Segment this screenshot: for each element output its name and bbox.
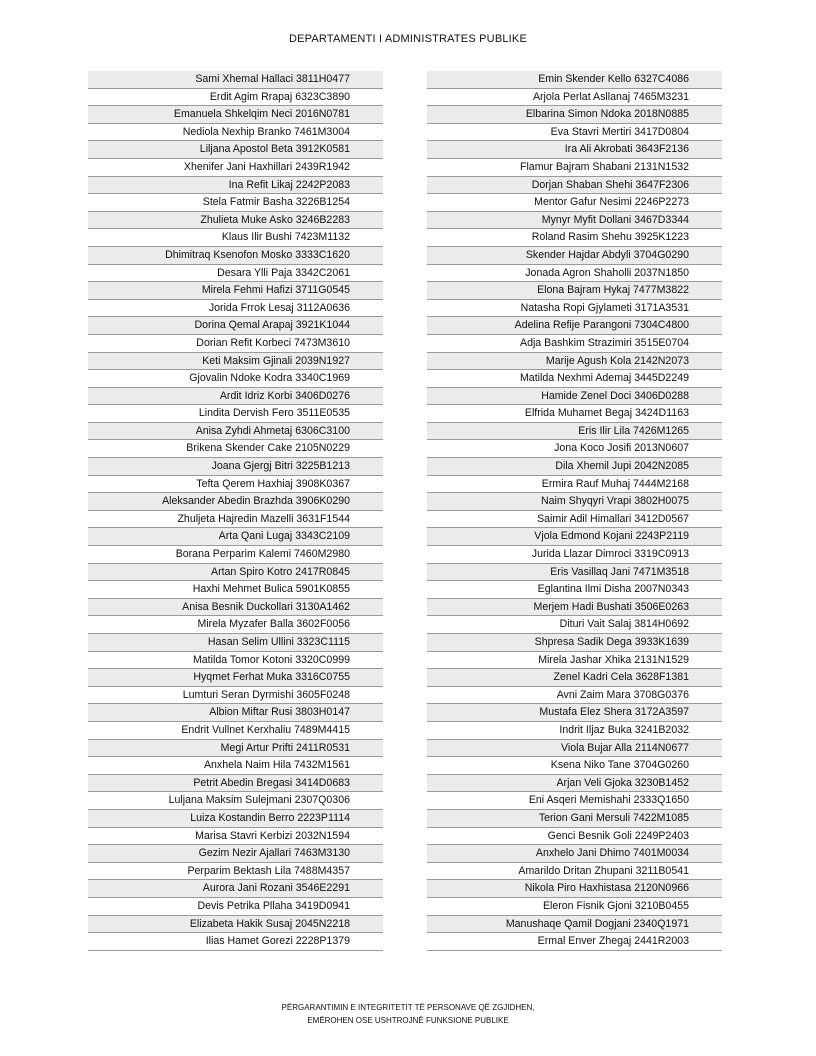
list-item: Ksena Niko Tane 3704G0260 [427,757,722,775]
left-name-list [88,71,383,951]
list-item: Jorida Frrok Lesaj 3112A0636 [88,300,383,318]
list-item: Ermira Rauf Muhaj 7444M2168 [427,476,722,494]
list-item: Dituri Vait Salaj 3814H0692 [427,616,722,634]
list-item: Shpresa Sadik Dega 3933K1639 [427,634,722,652]
list-item: Lumturi Seran Dyrmishi 3605F0248 [88,687,383,705]
list-item: Zhulieta Muke Asko 3246B2283 [88,212,383,230]
list-item: Avni Zaim Mara 3708G0376 [427,687,722,705]
list-item: Jurida Llazar Dimroci 3319C0913 [427,546,722,564]
list-item: Jona Koco Josifi 2013N0607 [427,440,722,458]
list-item: Indrit Iljaz Buka 3241B2032 [427,722,722,740]
list-item: Adja Bashkim Strazimiri 3515E0704 [427,335,722,353]
list-item: Anxhelo Jani Dhimo 7401M0034 [427,845,722,863]
list-item: Elizabeta Hakik Susaj 2045N2218 [88,916,383,934]
list-item: Naim Shyqyri Vrapi 3802H0075 [427,493,722,511]
list-item: Amarildo Dritan Zhupani 3211B0541 [427,863,722,881]
list-item: Xhenifer Jani Haxhillari 2439R1942 [88,159,383,177]
list-item: Mustafa Elez Shera 3172A3597 [427,704,722,722]
list-item: Ardit Idriz Korbi 3406D0276 [88,388,383,406]
list-item: Anisa Zyhdi Ahmetaj 6306C3100 [88,423,383,441]
list-item: Haxhi Mehmet Bulica 5901K0855 [88,581,383,599]
list-item: Saimir Adil Himallari 3412D0567 [427,511,722,529]
list-item: Emin Skender Kello 6327C4086 [427,71,722,89]
list-item: Zenel Kadri Cela 3628F1381 [427,669,722,687]
list-item: Joana Gjergj Bitri 3225B1213 [88,458,383,476]
list-item: Natasha Ropi Gjylameti 3171A3531 [427,300,722,318]
list-item: Arjola Perlat Asllanaj 7465M3231 [427,89,722,107]
list-item: Mirela Jashar Xhika 2131N1529 [427,652,722,670]
list-item: Luiza Kostandin Berro 2223P1114 [88,810,383,828]
list-item: Gjovalin Ndoke Kodra 3340C1969 [88,370,383,388]
list-item: Megi Artur Prifti 2411R0531 [88,740,383,758]
list-item: Ina Refit Likaj 2242P2083 [88,177,383,195]
list-item: Dorjan Shaban Shehi 3647F2306 [427,177,722,195]
list-item: Ilias Hamet Gorezi 2228P1379 [88,933,383,951]
list-item: Hasan Selim Ullini 3323C1115 [88,634,383,652]
list-item: Emanuela Shkelqim Neci 2016N0781 [88,106,383,124]
list-item: Luljana Maksim Sulejmani 2307Q0306 [88,792,383,810]
list-item: Ira Ali Akrobati 3643F2136 [427,141,722,159]
list-item: Dhimitraq Ksenofon Mosko 3333C1620 [88,247,383,265]
list-item: Perparim Bektash Lila 7488M4357 [88,863,383,881]
list-item: Elona Bajram Hykaj 7477M3822 [427,282,722,300]
list-item: Jonada Agron Shaholli 2037N1850 [427,265,722,283]
list-item: Roland Rasim Shehu 3925K1223 [427,229,722,247]
list-item: Elbarina Simon Ndoka 2018N0885 [427,106,722,124]
list-item: Aurora Jani Rozani 3546E2291 [88,880,383,898]
list-item: Lindita Dervish Fero 3511E0535 [88,405,383,423]
list-item: Gezim Nezir Ajallari 7463M3130 [88,845,383,863]
footer [0,1001,816,1027]
list-item: Hyqmet Ferhat Muka 3316C0755 [88,669,383,687]
list-item: Brikena Skender Cake 2105N0229 [88,440,383,458]
list-item: Aleksander Abedin Brazhda 3906K0290 [88,493,383,511]
list-item: Zhuljeta Hajredin Mazelli 3631F1544 [88,511,383,529]
list-item: Anisa Besnik Duckollari 3130A1462 [88,599,383,617]
list-item: Terion Gani Mersuli 7422M1085 [427,810,722,828]
list-item: Albion Miftar Rusi 3803H0147 [88,704,383,722]
list-item: Keti Maksim Gjinali 2039N1927 [88,353,383,371]
list-item: Eva Stavri Mertiri 3417D0804 [427,124,722,142]
footer-line-2: EMËROHEN OSE USHTROJNË FUNKSIONE PUBLIKE [307,1016,509,1025]
list-item: Liljana Apostol Beta 3912K0581 [88,141,383,159]
list-item: Mynyr Myfit Dollani 3467D3344 [427,212,722,230]
list-item: Eleron Fisnik Gjoni 3210B0455 [427,898,722,916]
list-item: Artan Spiro Kotro 2417R0845 [88,564,383,582]
list-item: Viola Bujar Alla 2114N0677 [427,740,722,758]
list-item: Mirela Fehmi Hafizi 3711G0545 [88,282,383,300]
list-item: Genci Besnik Goli 2249P2403 [427,828,722,846]
right-name-list [427,71,722,951]
list-item: Nikola Piro Haxhistasa 2120N0966 [427,880,722,898]
list-item: Eni Asqeri Memishahi 2333Q1650 [427,792,722,810]
list-item: Hamide Zenel Doci 3406D0288 [427,388,722,406]
list-item: Merjem Hadi Bushati 3506E0263 [427,599,722,617]
list-item: Matilda Tomor Kotoni 3320C0999 [88,652,383,670]
list-item: Tefta Qerem Haxhiaj 3908K0367 [88,476,383,494]
list-item: Klaus Ilir Bushi 7423M1132 [88,229,383,247]
list-item: Matilda Nexhmi Ademaj 3445D2249 [427,370,722,388]
list-item: Arta Qani Lugaj 3343C2109 [88,528,383,546]
list-item: Nediola Nexhip Branko 7461M3004 [88,124,383,142]
list-item: Ermal Enver Zhegaj 2441R2003 [427,933,722,951]
list-item: Mentor Gafur Nesimi 2246P2273 [427,194,722,212]
list-item: Erdit Agim Rrapaj 6323C3890 [88,89,383,107]
list-item: Desara Ylli Paja 3342C2061 [88,265,383,283]
list-item: Anxhela Naim Hila 7432M1561 [88,757,383,775]
list-item: Marije Agush Kola 2142N2073 [427,353,722,371]
list-item: Vjola Edmond Kojani 2243P2119 [427,528,722,546]
list-item: Elfrida Muhamet Begaj 3424D1163 [427,405,722,423]
list-item: Manushaqe Qamil Dogjani 2340Q1971 [427,916,722,934]
list-item: Skender Hajdar Abdyli 3704G0290 [427,247,722,265]
list-item: Eglantina Ilmi Disha 2007N0343 [427,581,722,599]
list-item: Devis Petrika Pllaha 3419D0941 [88,898,383,916]
list-item: Petrit Abedin Bregasi 3414D0683 [88,775,383,793]
list-item: Mirela Myzafer Balla 3602F0056 [88,616,383,634]
list-item: Adelina Refije Parangoni 7304C4800 [427,317,722,335]
footer-line-1: PËRGARANTIMIN E INTEGRITETIT TË PERSONAVE QË ZGJIDHEN, [281,1003,535,1012]
list-item: Dila Xhemil Jupi 2042N2085 [427,458,722,476]
list-item: Arjan Veli Gjoka 3230B1452 [427,775,722,793]
list-item: Dorian Refit Korbeci 7473M3610 [88,335,383,353]
list-item: Dorina Qemal Arapaj 3921K1044 [88,317,383,335]
list-item: Borana Perparim Kalemi 7460M2980 [88,546,383,564]
list-item: Endrit Vullnet Kerxhaliu 7489M4415 [88,722,383,740]
list-item: Marisa Stavri Kerbizi 2032N1594 [88,828,383,846]
page-title: DEPARTAMENTI I ADMINISTRATES PUBLIKE [288,33,528,45]
list-item: Eris Ilir Lila 7426M1265 [427,423,722,441]
list-item: Eris Vasillaq Jani 7471M3518 [427,564,722,582]
list-item: Flamur Bajram Shabani 2131N1532 [427,159,722,177]
list-item: Sami Xhemal Hallaci 3811H0477 [88,71,383,89]
list-item: Stela Fatmir Basha 3226B1254 [88,194,383,212]
